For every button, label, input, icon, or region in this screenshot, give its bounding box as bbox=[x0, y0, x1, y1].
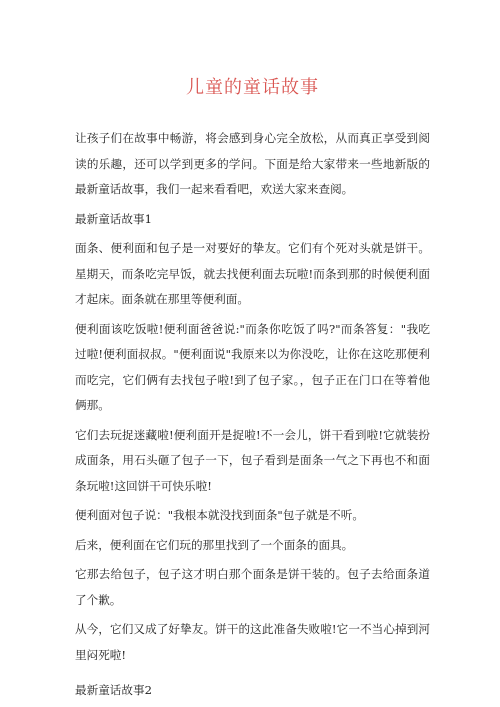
story-1-paragraph-6: 它那去给包子，包子这才明白那个面条是饼干装的。包子去给面条道了个歉。 bbox=[75, 567, 430, 607]
story-1-heading: 最新童话故事1 bbox=[75, 211, 152, 226]
intro-paragraph: 让孩子们在故事中畅游，将会感到身心完全放松，从而真正享受到阅读的乐趣，还可以学到更多的学问。下面是给大家带来一些地新版的最新童话故事，我们一起来看看吧，欢送大家来查阅。 bbox=[75, 131, 430, 196]
story-1-paragraph-7: 从今，它们又成了好挚友。饼干的这此准备失败啦!它一不当心掉到河里闷死啦! bbox=[75, 622, 430, 662]
story-2-heading: 最新童话故事2 bbox=[75, 683, 152, 697]
story-1-paragraph-1: 面条、便利面和包子是一对要好的挚友。它们有个死对头就是饼干。星期天，而条吃完早饭，就去找便利面去玩啦!而条到那的时候便利面才起床。面条就在那里等便利面。 bbox=[75, 241, 430, 306]
story-1-paragraph-5: 后来，便利面在它们玩的那里找到了一个面条的面具。 bbox=[75, 537, 354, 552]
story-1-paragraph-4: 便利面对包子说："我根本就没找到面条"包子就是不听。 bbox=[75, 508, 364, 522]
document-title: 儿童的童话故事 bbox=[186, 77, 319, 98]
story-1-paragraph-3: 它们去玩捉迷藏啦!便利面开是捉啦!不一会儿，饼干看到啦!它就装扮成面条，用石头砸了包子一下，包子看到是面条一气之下再也不和面条玩啦!这回饼干可快乐啦! bbox=[75, 427, 430, 493]
story-1-paragraph-2: 便利面该吃饭啦!便利面爸爸说:"而条你吃饭了吗?"而条答复："我吃过啦!便利面叔叔。"便利面说"我原来以为你没吃，让你在这吃那便利而吃完，它们俩有去找包子啦!到了包子家。，包子正在门口在等着他俩那。 bbox=[75, 321, 430, 412]
